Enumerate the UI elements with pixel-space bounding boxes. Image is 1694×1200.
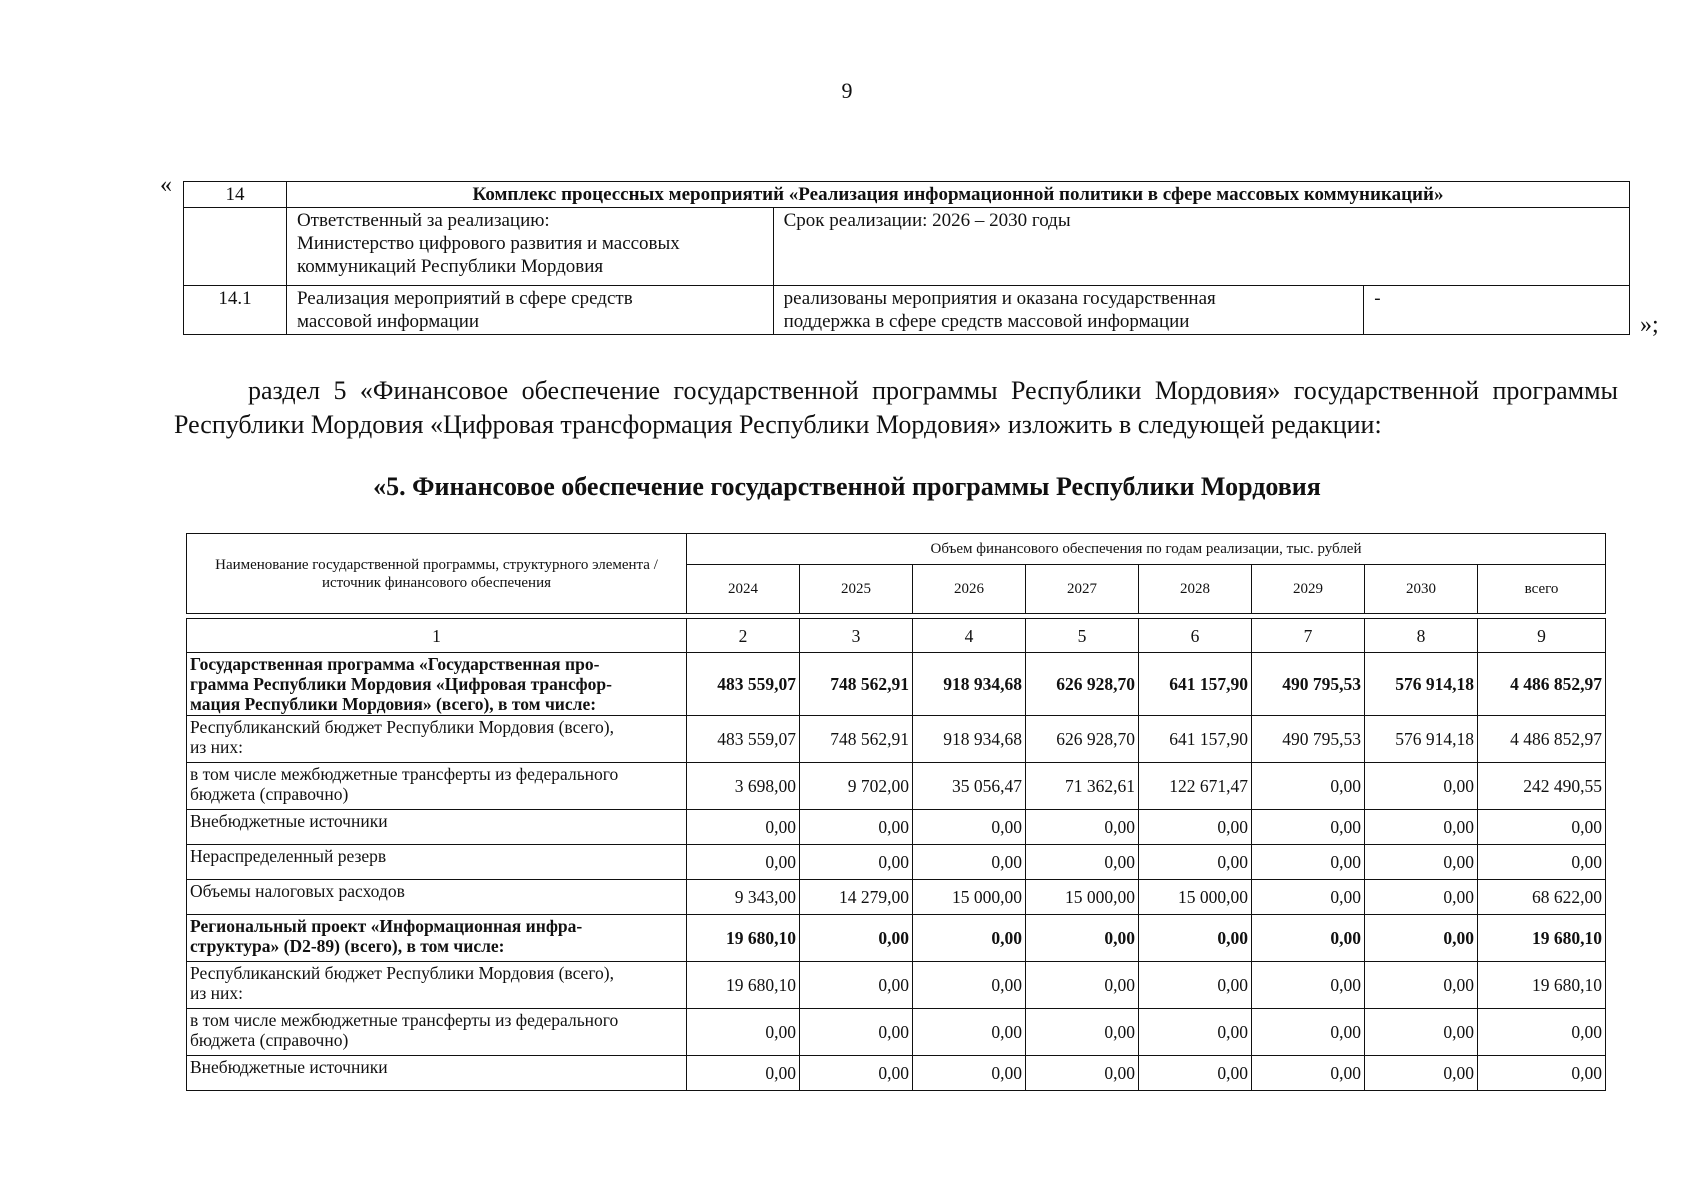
column-number: 8 [1365,619,1478,653]
responsible-line: Министерство цифрового развития и массовых [296,233,680,254]
item-name: Реализация мероприятий в сфере средств массовой информации [286,286,773,335]
year-header: 2024 [687,565,800,614]
year-value: 0,00 [1139,1056,1252,1091]
year-value: 490 795,53 [1252,716,1365,763]
year-value: 626 928,70 [1026,653,1139,716]
year-value: 35 056,47 [913,763,1026,810]
year-value: 0,00 [913,845,1026,880]
row-name [187,1009,687,1056]
year-header: 2030 [1365,565,1478,614]
year-value: 748 562,91 [800,716,913,763]
table-row [187,810,1606,845]
year-value: 15 000,00 [1139,880,1252,915]
year-value: 641 157,90 [1139,716,1252,763]
page-number: 9 [841,78,853,103]
year-value: 0,00 [1365,962,1478,1009]
row-name-line: бюджета (справочно) [190,1030,349,1050]
year-value: 0,00 [913,810,1026,845]
column-number: 5 [1026,619,1139,653]
year-value: 0,00 [1139,1009,1252,1056]
measures-table [183,181,1630,335]
year-value: 0,00 [800,845,913,880]
column-number: 7 [1252,619,1365,653]
year-value: 0,00 [1252,962,1365,1009]
year-value: 3 698,00 [687,763,800,810]
row-name-line: в том числе межбюджетные трансферты из федерального [190,1010,619,1030]
total-value: 0,00 [1478,845,1606,880]
header-group: Объем финансового обеспечения по годам реализации, тыс. рублей [687,534,1606,565]
table-row [187,653,1606,716]
year-value: 0,00 [687,845,800,880]
year-value: 0,00 [1252,1056,1365,1091]
row-name-line: бюджета (справочно) [190,784,349,804]
year-value: 0,00 [913,1056,1026,1091]
column-number: 2 [687,619,800,653]
total-value: 0,00 [1478,1056,1606,1091]
year-value: 490 795,53 [1252,653,1365,716]
year-value: 0,00 [1026,810,1139,845]
row-name [187,810,687,845]
column-number: 6 [1139,619,1252,653]
year-value: 576 914,18 [1365,653,1478,716]
year-value: 0,00 [800,915,913,962]
year-value: 626 928,70 [1026,716,1139,763]
table-row [187,962,1606,1009]
term-cell: Срок реализации: 2026 – 2030 годы [773,208,1629,286]
year-value: 0,00 [1139,962,1252,1009]
year-value: 0,00 [800,1009,913,1056]
total-value: 4 486 852,97 [1478,653,1606,716]
financing-table [186,533,1606,1091]
year-value: 0,00 [687,1056,800,1091]
year-value: 0,00 [1365,880,1478,915]
year-value: 0,00 [800,962,913,1009]
year-value: 0,00 [1365,845,1478,880]
total-value: 0,00 [1478,1009,1606,1056]
column-number-row [187,619,1606,653]
measures-title-row [184,182,1630,208]
year-value: 483 559,07 [687,653,800,716]
year-value: 0,00 [687,1009,800,1056]
measures-responsible-row [184,208,1630,286]
row-name [187,845,687,880]
total-header: всего [1478,565,1606,614]
header-name: Наименование государственной программы, структурного элемента / источник финансового обеспечения [187,534,687,614]
column-number: 4 [913,619,1026,653]
year-value: 0,00 [1139,915,1252,962]
row-name [187,880,687,915]
year-value: 15 000,00 [1026,880,1139,915]
total-value: 242 490,55 [1478,763,1606,810]
year-value: 0,00 [1252,810,1365,845]
row-name-line: в том числе межбюджетные трансферты из федерального [190,764,619,784]
row-name-line: из них: [190,983,243,1003]
row-name-line: Республиканский бюджет Республики Мордовия (всего), [190,717,615,737]
year-value: 0,00 [1026,845,1139,880]
year-value: 9 702,00 [800,763,913,810]
year-value: 0,00 [1252,1009,1365,1056]
year-value: 122 671,47 [1139,763,1252,810]
year-value: 0,00 [800,1056,913,1091]
row-name-line: грамма Республики Мордовия «Цифровая трансфор- [190,674,612,694]
table-row [187,1009,1606,1056]
row-name-line: Нераспределенный резерв [190,846,387,866]
year-value: 14 279,00 [800,880,913,915]
row-name [187,915,687,962]
row-name-line: Республиканский бюджет Республики Мордовия (всего), [190,963,615,983]
row-name-line: структура» (D2-89) (всего), в том числе: [190,936,505,956]
year-value: 0,00 [1252,915,1365,962]
year-value: 0,00 [1026,1056,1139,1091]
year-value: 0,00 [1365,810,1478,845]
responsible-cell [286,208,773,286]
year-value: 15 000,00 [913,880,1026,915]
table-row [187,1056,1606,1091]
total-value: 68 622,00 [1478,880,1606,915]
year-value: 0,00 [913,915,1026,962]
year-value: 0,00 [1365,763,1478,810]
responsible-line: коммуникаций Республики Мордовия [296,256,604,277]
year-value: 0,00 [1026,1009,1139,1056]
measure-title: Комплекс процессных мероприятий «Реализация информационной политики в сфере массовых коммуникаций» [286,182,1629,208]
header-row-1 [187,534,1606,565]
year-value: 0,00 [1026,962,1139,1009]
year-value: 641 157,90 [1139,653,1252,716]
item-dash: - [1364,286,1630,335]
year-value: 483 559,07 [687,716,800,763]
year-value: 0,00 [1252,845,1365,880]
year-value: 0,00 [1252,763,1365,810]
year-value: 0,00 [1252,880,1365,915]
row-name [187,716,687,763]
measures-item-row [184,286,1630,335]
year-value: 0,00 [1139,845,1252,880]
year-value: 0,00 [913,1009,1026,1056]
year-value: 918 934,68 [913,653,1026,716]
year-value: 0,00 [1026,915,1139,962]
year-header: 2028 [1139,565,1252,614]
year-header: 2029 [1252,565,1365,614]
item-result: реализованы мероприятия и оказана государственная поддержка в сфере средств массовой информации [773,286,1364,335]
year-value: 71 362,61 [1026,763,1139,810]
responsible-line: Ответственный за реализацию: [296,210,550,231]
row-name [187,763,687,810]
year-value: 0,00 [1365,1056,1478,1091]
row-name-line: Объемы налоговых расходов [190,881,405,901]
total-value: 4 486 852,97 [1478,716,1606,763]
table-row [187,915,1606,962]
year-value: 0,00 [800,810,913,845]
year-header: 2025 [800,565,913,614]
total-value: 19 680,10 [1478,915,1606,962]
table-row [187,763,1606,810]
table-row [187,880,1606,915]
column-number: 9 [1478,619,1606,653]
column-number: 1 [187,619,687,653]
row-name [187,1056,687,1091]
row-name-line: Региональный проект «Информационная инфра- [190,916,583,936]
row-name-line: из них: [190,737,243,757]
year-value: 9 343,00 [687,880,800,915]
year-value: 0,00 [687,810,800,845]
total-value: 19 680,10 [1478,962,1606,1009]
open-quote: « [160,172,172,198]
year-value: 748 562,91 [800,653,913,716]
year-value: 0,00 [913,962,1026,1009]
amendment-paragraph: раздел 5 «Финансовое обеспечение государственной программы Республики Мордовия» государственной программы Республики Мордовия «Цифровая трансформация Республики Мордовия» изложить в следующей редакции: [174,376,1618,439]
column-number: 3 [800,619,913,653]
row-name [187,962,687,1009]
year-header: 2026 [913,565,1026,614]
table-row [187,716,1606,763]
total-value: 0,00 [1478,810,1606,845]
row-name-line: Внебюджетные источники [190,811,388,831]
year-value: 0,00 [1365,915,1478,962]
year-value: 0,00 [1139,810,1252,845]
row-name-line: мация Республики Мордовия» (всего), в том числе: [190,694,597,714]
item-number: 14.1 [184,286,287,335]
row-name-line: Государственная программа «Государственная про- [190,654,600,674]
year-value: 576 914,18 [1365,716,1478,763]
row-name-line: Внебюджетные источники [190,1057,388,1077]
year-value: 19 680,10 [687,915,800,962]
measure-number: 14 [184,182,287,208]
table-row [187,845,1606,880]
year-header: 2027 [1026,565,1139,614]
year-value: 0,00 [1365,1009,1478,1056]
row-name [187,653,687,716]
section-title: «5. Финансовое обеспечение государственной программы Республики Мордовия [373,472,1321,501]
close-quote: »; [1640,312,1659,338]
year-value: 19 680,10 [687,962,800,1009]
year-value: 918 934,68 [913,716,1026,763]
